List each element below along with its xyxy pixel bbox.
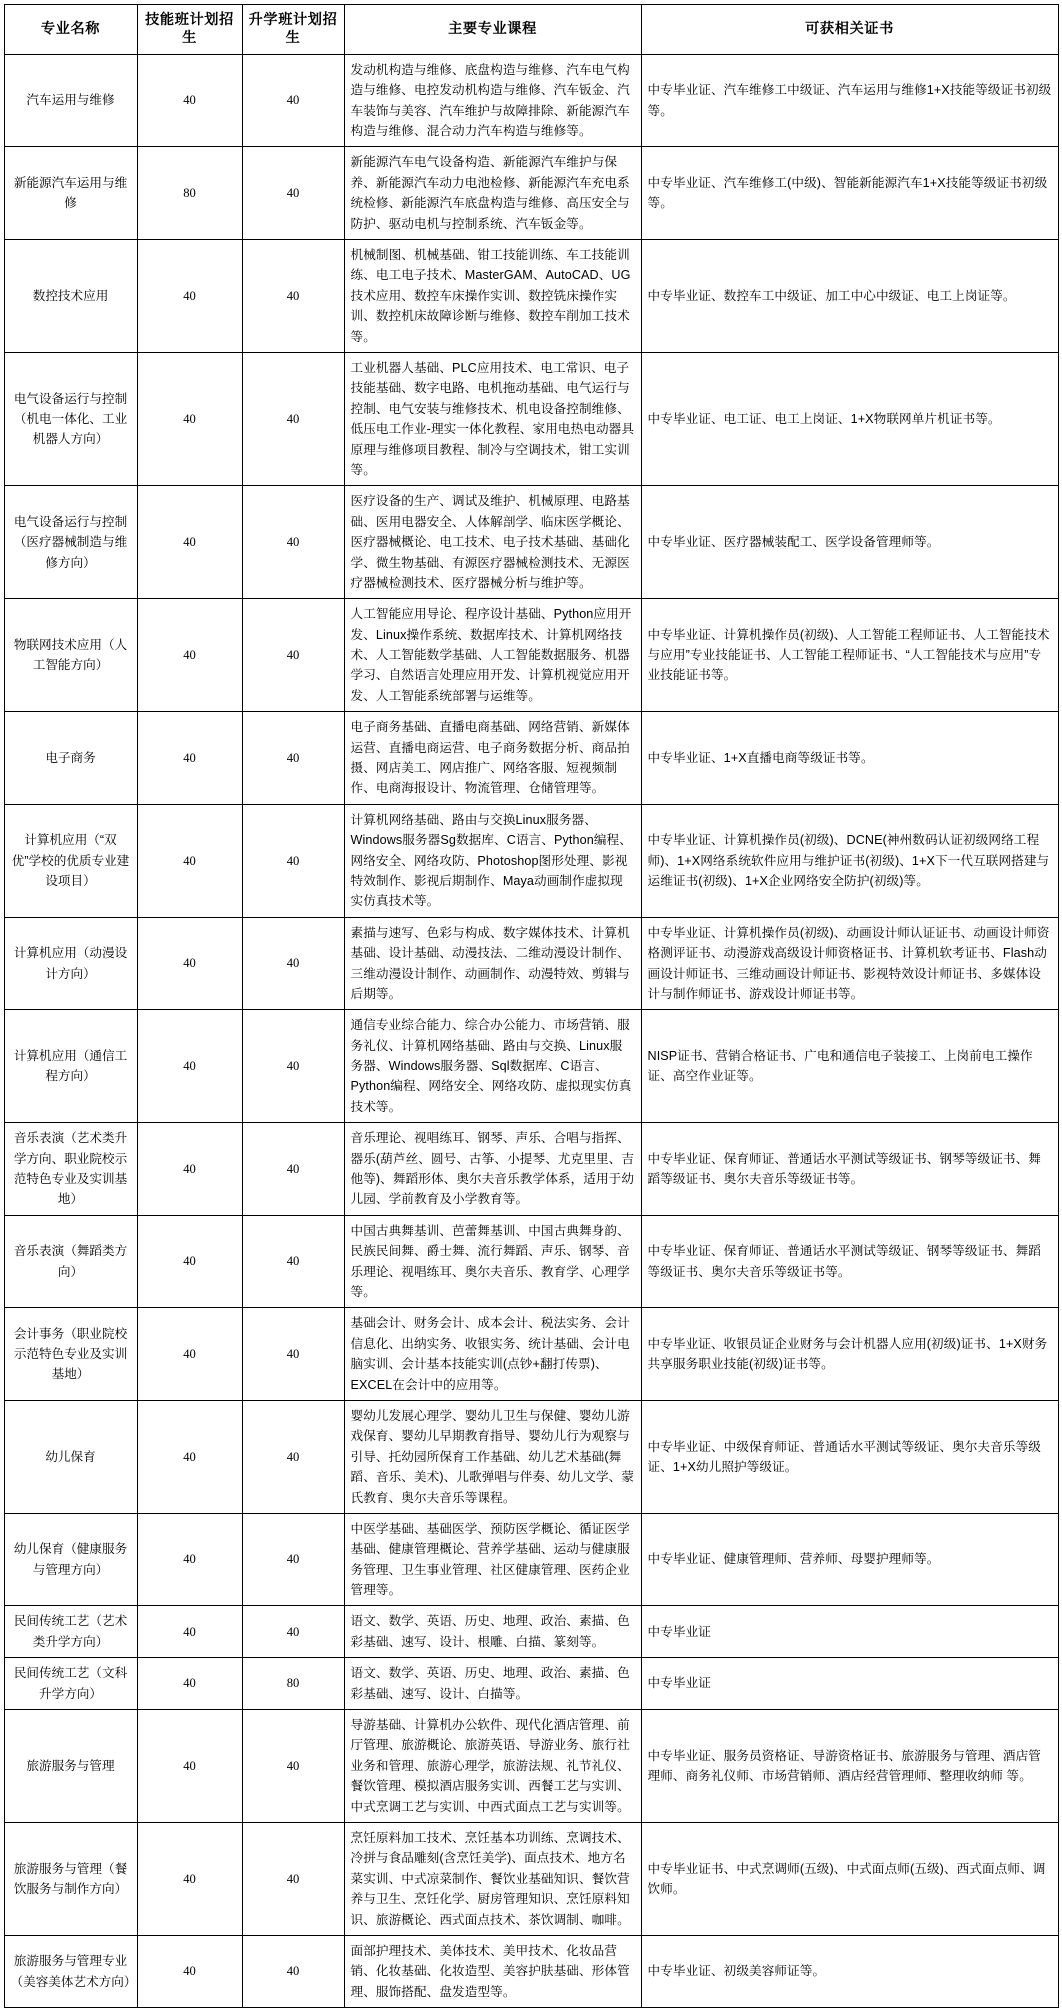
table-row xyxy=(4,1710,1058,1823)
main-courses-cell: 机械制图、机械基础、钳工技能训练、车工技能训练、电工电子技术、MasterGAM、AutoCAD、UG技术应用、数控车床操作实训、数控铣床操作实训、数控机床故障诊断与维修、数控车削加工技术等。 xyxy=(344,240,641,353)
major-name-cell: 计算机应用（动漫设计方向） xyxy=(4,917,137,1010)
main-courses-cell: 电子商务基础、直播电商基础、网络营销、新媒体运营、直播电商运营、电子商务数据分析、商品拍摄、网店美工、网店推广、网络客服、短视频制作、电商海报设计、物流管理、仓储管理等。 xyxy=(344,712,641,805)
advancement-plan-cell: 40 xyxy=(242,240,344,353)
major-name-cell: 幼儿保育（健康服务与管理方向） xyxy=(4,1513,137,1606)
major-name-cell: 民间传统工艺（艺术类升学方向） xyxy=(4,1606,137,1658)
skill-class-plan-cell: 40 xyxy=(137,1606,242,1658)
certificates-cell: 中专毕业证、保育师证、普通话水平测试等级证、钢琴等级证书、舞蹈等级证书、奥尔夫音乐等级证书等。 xyxy=(641,1215,1058,1308)
skill-class-plan-cell: 40 xyxy=(137,1658,242,1710)
certificates-cell: 中专毕业证、初级美容师证等。 xyxy=(641,1935,1058,2007)
skill-class-plan-cell: 40 xyxy=(137,1010,242,1123)
skill-class-plan-cell: 40 xyxy=(137,1215,242,1308)
major-name-cell: 数控技术应用 xyxy=(4,240,137,353)
table-row xyxy=(4,1215,1058,1308)
table-row xyxy=(4,1658,1058,1710)
certificates-cell: 中专毕业证 xyxy=(641,1606,1058,1658)
certificates-cell: 中专毕业证、服务员资格证、导游资格证书、旅游服务与管理、酒店管理师、商务礼仪师、市场营销师、酒店经营管理师、整理收纳师 等。 xyxy=(641,1710,1058,1823)
skill-class-plan-cell: 40 xyxy=(137,486,242,599)
advancement-plan-cell: 40 xyxy=(242,1123,344,1216)
skill-class-plan-cell: 40 xyxy=(137,1400,242,1513)
certificates-cell: 中专毕业证、中级保育师证、普通话水平测试等级证、奥尔夫音乐等级证、1+X幼儿照护等级证。 xyxy=(641,1400,1058,1513)
table-row xyxy=(4,712,1058,805)
main-courses-cell: 人工智能应用导论、程序设计基础、Python应用开发、Linux操作系统、数据库技术、计算机网络技术、人工智能数学基础、人工智能数据服务、机器学习、自然语言处理应用开发、计算机视觉应用开发、人工智能系统部署与运维等。 xyxy=(344,599,641,712)
certificates-cell: 中专毕业证、数控车工中级证、加工中心中级证、电工上岗证等。 xyxy=(641,240,1058,353)
skill-class-plan-cell: 40 xyxy=(137,352,242,485)
column-header-main-courses: 主要专业课程 xyxy=(344,5,641,55)
table-body xyxy=(4,54,1058,2007)
advancement-plan-cell: 40 xyxy=(242,1400,344,1513)
major-name-cell: 物联网技术应用（人工智能方向） xyxy=(4,599,137,712)
major-name-cell: 汽车运用与维修 xyxy=(4,54,137,147)
advancement-plan-cell: 40 xyxy=(242,1010,344,1123)
certificates-cell: 中专毕业证、计算机操作员(初级)、动画设计师认证证书、动画设计师资格测评证书、动漫游戏高级设计师资格证书、计算机软考证书、Flash动画设计师证书、三维动画设计师证书、影视特效设计师证书、多媒体设计与制作师证书、游戏设计师证书等。 xyxy=(641,917,1058,1010)
column-header-certificates: 可获相关证书 xyxy=(641,5,1058,55)
major-name-cell: 音乐表演（艺术类升学方向、职业院校示范特色专业及实训基地） xyxy=(4,1123,137,1216)
main-courses-cell: 发动机构造与维修、底盘构造与维修、汽车电气构造与维修、电控发动机构造与维修、汽车钣金、汽车装饰与美容、汽车维护与故障排除、新能源汽车构造与维修、混合动力汽车构造与维修等。 xyxy=(344,54,641,147)
main-courses-cell: 语文、数学、英语、历史、地理、政治、素描、色彩基础、速写、设计、白描等。 xyxy=(344,1658,641,1710)
table-row xyxy=(4,352,1058,485)
advancement-plan-cell: 40 xyxy=(242,599,344,712)
certificates-cell: 中专毕业证、计算机操作员(初级)、人工智能工程师证书、人工智能技术与应用”专业技能证书、人工智能工程师证书、“人工智能技术与应用”专业技能证书等。 xyxy=(641,599,1058,712)
certificates-cell: 中专毕业证、汽车维修工中级证、汽车运用与维修1+X技能等级证书初级等。 xyxy=(641,54,1058,147)
table-row xyxy=(4,917,1058,1010)
skill-class-plan-cell: 40 xyxy=(137,917,242,1010)
advancement-plan-cell: 40 xyxy=(242,804,344,917)
certificates-cell: 中专毕业证 xyxy=(641,1658,1058,1710)
column-header-skill-class-plan: 技能班计划招生 xyxy=(137,5,242,55)
certificates-cell: 中专毕业证、健康管理师、营养师、母婴护理师等。 xyxy=(641,1513,1058,1606)
table-row xyxy=(4,486,1058,599)
table-header xyxy=(4,5,1058,55)
skill-class-plan-cell: 40 xyxy=(137,804,242,917)
header-row xyxy=(4,5,1058,55)
main-courses-cell: 婴幼儿发展心理学、婴幼儿卫生与保健、婴幼儿游戏保育、婴幼儿早期教育指导、婴幼儿行为观察与引导、托幼园所保育工作基础、幼儿艺术基础(舞蹈、音乐、美术)、儿歌弹唱与伴奏、幼儿文学、蒙氏教育、奥尔夫音乐等课程。 xyxy=(344,1400,641,1513)
skill-class-plan-cell: 40 xyxy=(137,1935,242,2007)
table-row xyxy=(4,1513,1058,1606)
main-courses-cell: 计算机网络基础、路由与交换Linux服务器、Windows服务器Sg数据库、C语言、Python编程、网络安全、网络攻防、Photoshop图形处理、影视特效制作、影视后期制作、Maya动画制作虚拟现实仿真技术等。 xyxy=(344,804,641,917)
table-row xyxy=(4,240,1058,353)
column-header-major-name: 专业名称 xyxy=(4,5,137,55)
skill-class-plan-cell: 40 xyxy=(137,54,242,147)
skill-class-plan-cell: 40 xyxy=(137,1308,242,1401)
skill-class-plan-cell: 40 xyxy=(137,1123,242,1216)
main-courses-cell: 医疗设备的生产、调试及维护、机械原理、电路基础、医用电器安全、人体解剖学、临床医学概论、医疗器械概论、电工技术、电子技术基础、基础化学、微生物基础、有源医疗器械检测技术、无源医疗器械检测技术、医疗器械分析与维护等。 xyxy=(344,486,641,599)
table-row xyxy=(4,1123,1058,1216)
skill-class-plan-cell: 80 xyxy=(137,147,242,240)
main-courses-cell: 中国古典舞基训、芭蕾舞基训、中国古典舞身韵、民族民间舞、爵士舞、流行舞蹈、声乐、钢琴、音乐理论、视唱练耳、奥尔夫音乐、教育学、心理学等。 xyxy=(344,1215,641,1308)
skill-class-plan-cell: 40 xyxy=(137,599,242,712)
certificates-cell: 中专毕业证、1+X直播电商等级证书等。 xyxy=(641,712,1058,805)
table-row xyxy=(4,1935,1058,2007)
advancement-plan-cell: 40 xyxy=(242,712,344,805)
certificates-cell: 中专毕业证、电工证、电工上岗证、1+X物联网单片机证书等。 xyxy=(641,352,1058,485)
main-courses-cell: 面部护理技术、美体技术、美甲技术、化妆品营销、化妆基础、化妆造型、美容护肤基础、形体管理、服饰搭配、盘发造型等。 xyxy=(344,1935,641,2007)
certificates-cell: 中专毕业证、医疗器械装配工、医学设备管理师等。 xyxy=(641,486,1058,599)
certificates-cell: NISP证书、营销合格证书、广电和通信电子装接工、上岗前电工操作证、高空作业证等。 xyxy=(641,1010,1058,1123)
certificates-cell: 中专毕业证、汽车维修工(中级)、智能新能源汽车1+X技能等级证书初级等。 xyxy=(641,147,1058,240)
table-row xyxy=(4,54,1058,147)
certificates-cell: 中专毕业证、收银员证企业财务与会计机器人应用(初级)证书、1+X财务共享服务职业技能(初级)证书等。 xyxy=(641,1308,1058,1401)
skill-class-plan-cell: 40 xyxy=(137,1513,242,1606)
major-name-cell: 旅游服务与管理专业（美容美体艺术方向） xyxy=(4,1935,137,2007)
main-courses-cell: 语文、数学、英语、历史、地理、政治、素描、色彩基础、速写、设计、根雕、白描、篆刻等。 xyxy=(344,1606,641,1658)
main-courses-cell: 基础会计、财务会计、成本会计、税法实务、会计信息化、出纳实务、收银实务、统计基础、会计电脑实训、会计基本技能实训(点钞+翻打传票)、EXCEL在会计中的应用等。 xyxy=(344,1308,641,1401)
major-name-cell: 电气设备运行与控制（机电一体化、工业机器人方向） xyxy=(4,352,137,485)
skill-class-plan-cell: 40 xyxy=(137,240,242,353)
certificates-cell: 中专毕业证、计算机操作员(初级)、DCNE(神州数码认证初级网络工程师)、1+X网络系统软件应用与维护证书(初级)、1+X下一代互联网搭建与运维证书(初级)、1+X企业网络安全防护(初级)等。 xyxy=(641,804,1058,917)
certificates-cell: 中专毕业证、保育师证、普通话水平测试等级证书、钢琴等级证书、舞蹈等级证书、奥尔夫音乐等级证书等。 xyxy=(641,1123,1058,1216)
advancement-plan-cell: 40 xyxy=(242,1215,344,1308)
table-row xyxy=(4,599,1058,712)
advancement-plan-cell: 40 xyxy=(242,147,344,240)
main-courses-cell: 烹饪原料加工技术、烹饪基本功训练、烹调技术、冷拼与食品雕刻(含烹饪美学)、面点技术、地方名菜实训、中式凉菜制作、餐饮业基础知识、餐饮营养与卫生、烹饪化学、厨房管理知识、烹饪原料知识、旅游概论、西式面点技术、茶饮调制、咖啡。 xyxy=(344,1822,641,1935)
skill-class-plan-cell: 40 xyxy=(137,1822,242,1935)
major-name-cell: 旅游服务与管理 xyxy=(4,1710,137,1823)
major-name-cell: 幼儿保育 xyxy=(4,1400,137,1513)
certificates-cell: 中专毕业证书、中式烹调师(五级)、中式面点师(五级)、西式面点师、调饮师。 xyxy=(641,1822,1058,1935)
advancement-plan-cell: 40 xyxy=(242,1606,344,1658)
major-name-cell: 旅游服务与管理（餐饮服务与制作方向） xyxy=(4,1822,137,1935)
skill-class-plan-cell: 40 xyxy=(137,1710,242,1823)
main-courses-cell: 新能源汽车电气设备构造、新能源汽车维护与保养、新能源汽车动力电池检修、新能源汽车充电系统检修、新能源汽车底盘构造与维修、高压安全与防护、驱动电机与控制系统、汽车钣金等。 xyxy=(344,147,641,240)
advancement-plan-cell: 40 xyxy=(242,54,344,147)
major-name-cell: 音乐表演（舞蹈类方向） xyxy=(4,1215,137,1308)
major-name-cell: 会计事务（职业院校示范特色专业及实训基地） xyxy=(4,1308,137,1401)
advancement-plan-cell: 40 xyxy=(242,352,344,485)
major-name-cell: 电子商务 xyxy=(4,712,137,805)
advancement-plan-cell: 40 xyxy=(242,1308,344,1401)
table-row xyxy=(4,1308,1058,1401)
major-name-cell: 新能源汽车运用与维修 xyxy=(4,147,137,240)
main-courses-cell: 通信专业综合能力、综合办公能力、市场营销、服务礼仪、计算机网络基础、路由与交换、Linux服务器、Windows服务器、Sql数据库、C语言、Python编程、网络安全、网络攻防、虚拟现实仿真技术等。 xyxy=(344,1010,641,1123)
table-row xyxy=(4,1822,1058,1935)
major-name-cell: 民间传统工艺（文科升学方向） xyxy=(4,1658,137,1710)
major-name-cell: 计算机应用（通信工程方向） xyxy=(4,1010,137,1123)
main-courses-cell: 中医学基础、基础医学、预防医学概论、循证医学基础、健康管理概论、营养学基础、运动与健康服务管理、卫生事业管理、社区健康管理、医药企业管理等。 xyxy=(344,1513,641,1606)
table-row xyxy=(4,147,1058,240)
main-courses-cell: 导游基础、计算机办公软件、现代化酒店管理、前厅管理、旅游概论、旅游英语、导游业务、旅行社业务和管理、旅游心理学，旅游法规、礼节礼仪、餐饮管理、模拟酒店服务实训、西餐工艺与实训、中式烹调工艺与实训、中西式面点工艺与实训等。 xyxy=(344,1710,641,1823)
majors-enrollment-table xyxy=(4,4,1059,2008)
table-row xyxy=(4,1606,1058,1658)
advancement-plan-cell: 40 xyxy=(242,1710,344,1823)
major-name-cell: 电气设备运行与控制（医疗器械制造与维修方向） xyxy=(4,486,137,599)
table-row xyxy=(4,804,1058,917)
advancement-plan-cell: 40 xyxy=(242,917,344,1010)
major-name-cell: 计算机应用（“双优”学校的优质专业建设项目） xyxy=(4,804,137,917)
advancement-plan-cell: 40 xyxy=(242,486,344,599)
table-row xyxy=(4,1400,1058,1513)
advancement-plan-cell: 80 xyxy=(242,1658,344,1710)
advancement-plan-cell: 40 xyxy=(242,1822,344,1935)
column-header-advancement-class-plan: 升学班计划招生 xyxy=(242,5,344,55)
skill-class-plan-cell: 40 xyxy=(137,712,242,805)
advancement-plan-cell: 40 xyxy=(242,1935,344,2007)
table-row xyxy=(4,1010,1058,1123)
advancement-plan-cell: 40 xyxy=(242,1513,344,1606)
main-courses-cell: 素描与速写、色彩与构成、数字媒体技术、计算机基础、设计基础、动漫技法、二维动漫设计制作、三维动漫设计制作、动画制作、动漫特效、剪辑与后期等。 xyxy=(344,917,641,1010)
main-courses-cell: 工业机器人基础、PLC应用技术、电工常识、电子技能基础、数字电路、电机拖动基础、电气运行与控制、电气安装与维修技术、机电设备控制维修、低压电工作业-理实一体化教程、家用电热电动器具原理与维修项目教程、制冷与空调技术，钳工实训等。 xyxy=(344,352,641,485)
main-courses-cell: 音乐理论、视唱练耳、钢琴、声乐、合唱与指挥、器乐(葫芦丝、圆号、古筝、小提琴、尤克里里、吉他等)、舞蹈形体、奥尔夫音乐教学体系，适用于幼儿园、学前教育及小学教育等。 xyxy=(344,1123,641,1216)
